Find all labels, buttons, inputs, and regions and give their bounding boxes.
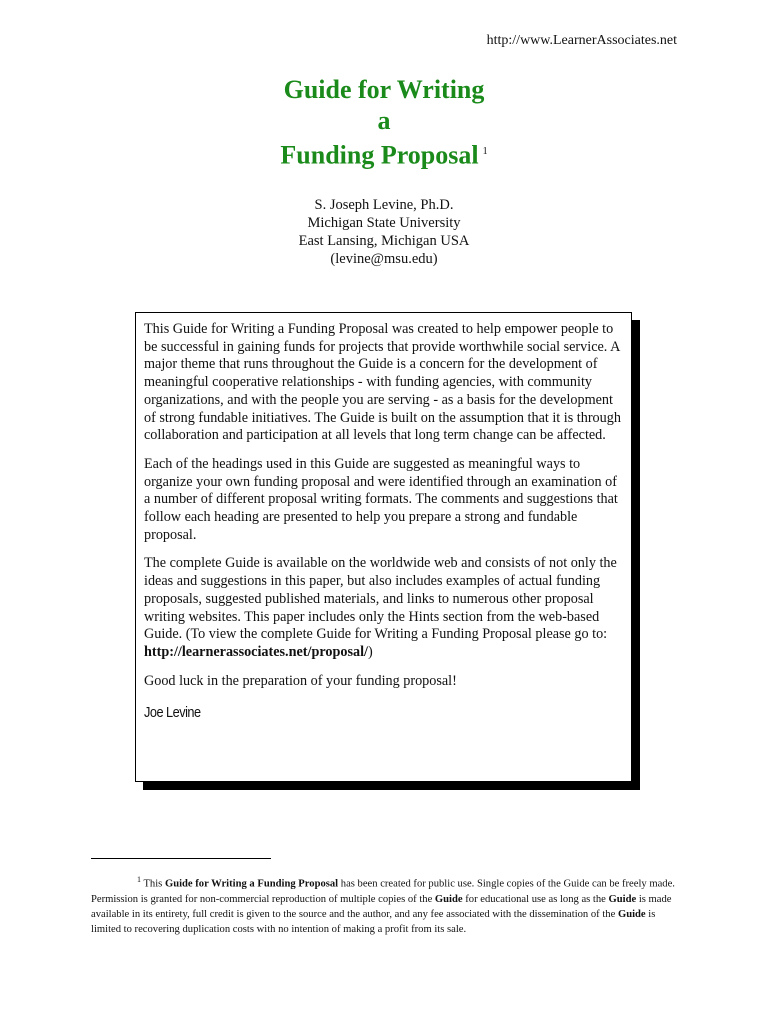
footnote-divider [91,858,271,859]
title-line-3 [0,136,768,171]
intro-paragraph-4: Good luck in the preparation of your funding proposal! [144,672,457,689]
intro-paragraph-3-text: The complete Guide is available on the worldwide web and consists of not only the ideas and suggestions in this paper, but also includes examples of actual funding proposals, suggested published materials, and links to numerous other proposal writing websites. This paper includes only the Hints section from the web-based Guide. (To view the complete Guide for Writing a Funding Proposal please go to: [144,555,617,643]
footnote-text-1: This [141,878,165,890]
proposal-guide-link[interactable]: http://learnerassociates.net/proposal/ [144,643,368,660]
footnote-text-5: is limited to recovering duplication costs with no intention of making a profit from its sale. [91,909,656,936]
footnote-bold-3: Guide [608,893,637,905]
intro-paragraph-2: Each of the headings used in this Guide are suggested as meaningful ways to organize your own funding proposal and were identified through an examination of a number of different proposal writing formats. The comments and suggestions that follow each heading are presented to help you prepare a strong and fundable proposal. [144,455,618,543]
intro-paragraph-3 [144,555,623,661]
title-footnote-marker: 1 [482,146,488,157]
author-email: (levine@msu.edu) [330,251,438,267]
document-title [0,74,768,171]
header-url: http://www.LearnerAssociates.net [486,33,677,48]
footnote-text-2: has been created for public use. Single copies of the Guide can be freely made. Permission is granted for non-commercial reproduction of multiple copies of the [91,878,675,905]
author-name: S. Joseph Levine, Ph.D. [314,197,454,213]
signature: Joe Levine [144,704,201,722]
intro-paragraph-3-end: ) [367,643,373,660]
author-info [0,196,768,268]
footnote-text-4: is made available in its entirety, full credit is given to the source and the author, and any fee associated with the dissemination of the [91,893,672,921]
footnote-bold-1: Guide for Writing a Funding Proposal [164,878,339,890]
author-location: East Lansing, Michigan USA [298,233,470,249]
intro-paragraph-1: This Guide for Writing a Funding Proposal was created to help empower people to be successful in gaining funds for projects that provide worthwhile social service. A major theme that runs throughout the Guide is a concern for the development of meaningful cooperative relationships - with funding agencies, with community organizations, and with the people you are serving - as a basis for the development of strong fundable initiatives. The Guide is built on the assumption that it is through collaboration and participation at all levels that long term change can be affected. [144,321,621,444]
footnote-text-3: for educational use as long as the [462,893,609,905]
footnote [91,872,677,938]
footnote-bold-2: Guide [434,893,463,905]
footnote-bold-4: Guide [617,909,646,921]
footnote-marker: 1 [137,875,141,884]
author-institution: Michigan State University [307,215,461,231]
title-line-3-text: Funding Proposal [280,140,479,170]
title-line-1: Guide for Writing [283,75,485,104]
intro-box [135,312,632,782]
title-line-2: a [377,106,391,135]
